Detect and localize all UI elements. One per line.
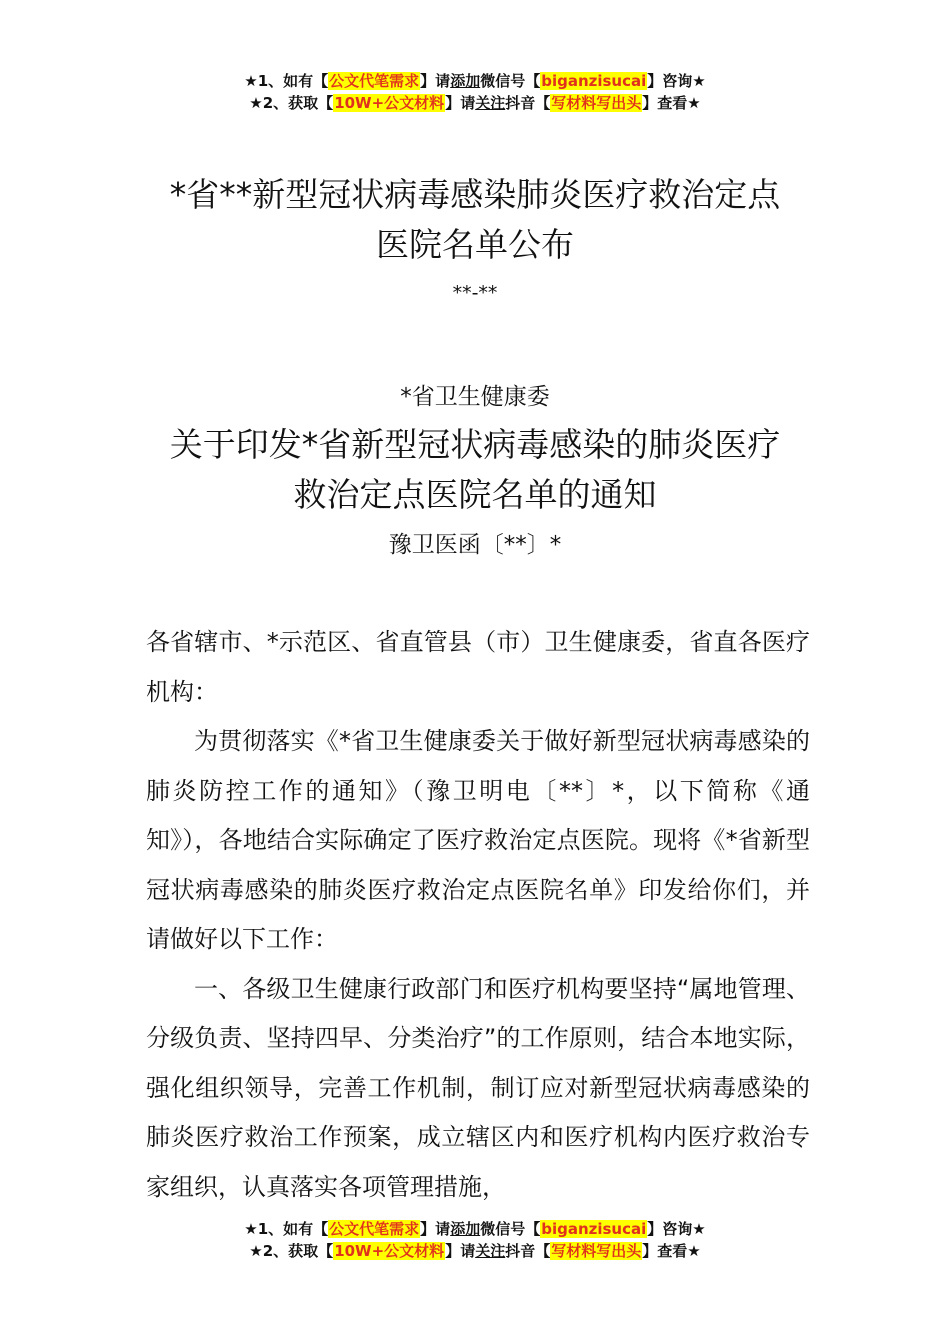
banner-underlined: 关注 (475, 94, 506, 112)
banner-text: 抖音【 (505, 1242, 551, 1260)
banner-underlined: 关注 (475, 1242, 506, 1260)
banner-text: ★1、如有【 (244, 72, 329, 90)
banner-highlight: 写材料写出头 (551, 1242, 642, 1260)
bottom-banner (0, 1218, 950, 1262)
banner-text: ★2、获取【 (249, 1242, 334, 1260)
banner-text: 】咨询★ (647, 1220, 706, 1238)
document-title-line-2: 医院名单公布 (376, 225, 574, 264)
document-date: **-** (452, 282, 498, 304)
document-title (0, 170, 950, 270)
banner-highlight: 10W+公文材料 (334, 94, 445, 112)
banner-highlight: 10W+公文材料 (334, 1242, 445, 1260)
banner-text: 】请 (420, 72, 451, 90)
salutation: 各省辖市、*示范区、省直管县（市）卫生健康委，省直各医疗机构： (146, 628, 810, 706)
notice-title (0, 420, 950, 520)
document-title-line-1: *省**新型冠状病毒感染肺炎医疗救治定点 (169, 175, 781, 214)
banner-highlight: biganzisucai (541, 1220, 647, 1238)
banner-underlined: 添加 (450, 72, 481, 90)
banner-text: 微信号【 (480, 1220, 541, 1238)
body-paragraph: 一、各级卫生健康行政部门和医疗机构要坚持“属地管理、分级负责、坚持四早、分类治疗”的工作原则，结合本地实际，强化组织领导，完善工作机制，制订应对新型冠状病毒感染的肺炎医疗救治工作预案，成立辖区内和医疗机构内医疗救治专家组织，认真落实各项管理措施， (146, 974, 810, 1201)
banner-text: 】请 (420, 1220, 451, 1238)
banner-text: 】查看★ (642, 94, 701, 112)
document-number: 豫卫医函〔**〕* (388, 532, 562, 558)
banner-text: ★2、获取【 (249, 94, 334, 112)
issuer: *省卫生健康委 (400, 384, 550, 410)
banner-line-2 (0, 92, 950, 114)
banner-text: 】请 (445, 1242, 476, 1260)
banner-text: 】查看★ (642, 1242, 701, 1260)
banner-highlight: biganzisucai (541, 72, 647, 90)
banner-text: 微信号【 (480, 72, 541, 90)
document-body (146, 618, 810, 1212)
body-paragraph: 为贯彻落实《*省卫生健康委关于做好新型冠状病毒感染的肺炎防控工作的通知》（豫卫明电〔**〕*，以下简称《通知》），各地结合实际确定了医疗救治定点医院。现将《*省新型冠状病毒感染的肺炎医疗救治定点医院名单》印发给你们，并请做好以下工作： (146, 727, 810, 953)
banner-highlight: 公文代笔需求 (329, 1220, 420, 1238)
banner-line-2 (0, 1240, 950, 1262)
notice-title-line-1: 关于印发*省新型冠状病毒感染的肺炎医疗 (169, 425, 781, 464)
banner-highlight: 写材料写出头 (551, 94, 642, 112)
banner-highlight: 公文代笔需求 (329, 72, 420, 90)
banner-text: 】请 (445, 94, 476, 112)
banner-line-1 (0, 70, 950, 92)
banner-text: 】咨询★ (647, 72, 706, 90)
banner-text: ★1、如有【 (244, 1220, 329, 1238)
banner-underlined: 添加 (450, 1220, 481, 1238)
notice-title-line-2: 救治定点医院名单的通知 (293, 475, 657, 514)
top-banner (0, 70, 950, 114)
banner-line-1 (0, 1218, 950, 1240)
banner-text: 抖音【 (505, 94, 551, 112)
